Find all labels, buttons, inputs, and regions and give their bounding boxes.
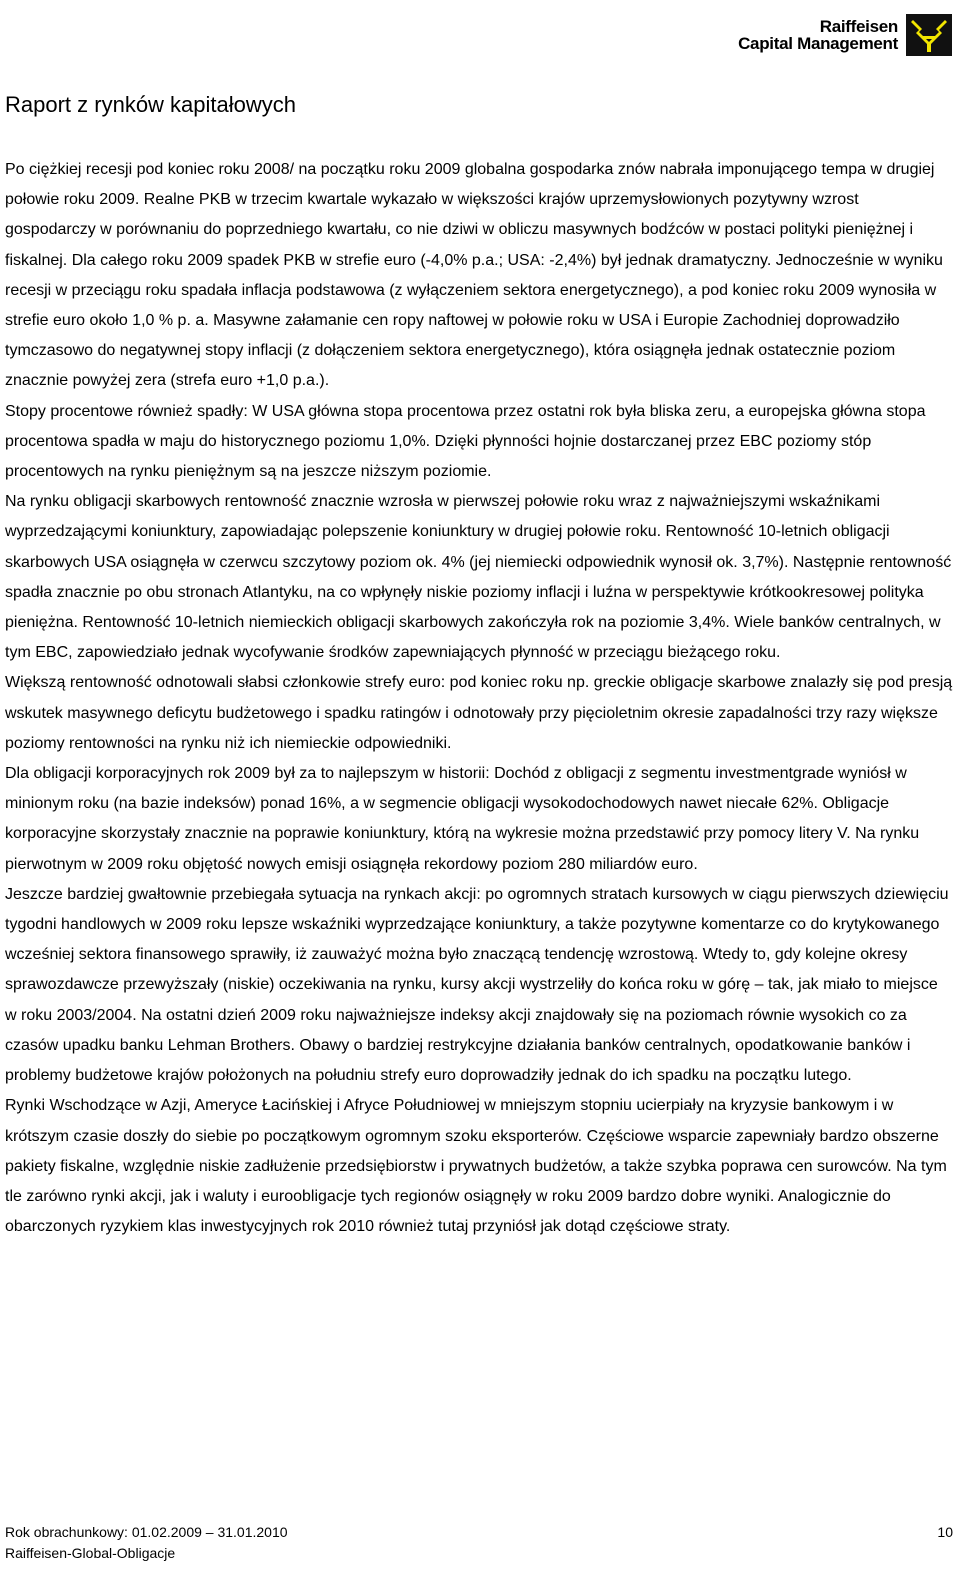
fiscal-year-label: Rok obrachunkowy: 01.02.2009 – 31.01.2010: [5, 1524, 288, 1540]
page-footer: [5, 1522, 953, 1564]
report-body: [5, 155, 953, 1242]
paragraph-equities: Jeszcze bardziej gwałtownie przebiegała sytuacja na rynkach akcji: po ogromnych stratach kursowych w ciągu pierwszych dziewięciu tygodni handlowych w 2009 roku lepsze wskaźniki wyprzedzające koniunktury, a także pozytywne komentarze co do krytykowanego wcześniej sektora finansowego sprawiły, iż zauważyć można było znaczącą tendencję wzrostową. Wtedy to, gdy kolejne okresy sprawozdawcze przewyższały (niskie) oczekiwania na rynku, kursy akcji wystrzeliły do końca roku w górę – tak, jak miało to miejsce w roku 2003/2004. Na ostatni dzień 2009 roku najważniejsze indeksy akcji znajdowały się na poziomach równie wysokich co za czasów upadku banku Lehman Brothers. Obawy o bardziej restrykcyjne działania banków centralnych, opodatkowanie banków i problemy budżetowe krajów położonych na południu strefy euro doprowadziły jednak do ich spadku na początku lutego.: [5, 885, 949, 1085]
raiffeisen-gable-cross-icon: [906, 14, 952, 56]
page-number: 10: [937, 1524, 953, 1540]
paragraph-corporate-bonds: Dla obligacji korporacyjnych rok 2009 był za to najlepszym w historii: Dochód z obligacji z segmentu investmentgrade wyniósł w minionym roku (na bazie indeksów) ponad 16%, a w segmencie obligacji wysokodochodowych nawet niecałe 62%. Obligacje korporacyjne skorzystały znacznie na poprawie koniunktury, którą na wykresie można przedstawić przy pomocy litery V. Na rynku pierwotnym w 2009 roku objętość nowych emisji osiągnęła rekordowy poziom 280 miliardów euro.: [5, 765, 920, 873]
paragraph-economy: Po ciężkiej recesji pod koniec roku 2008/ na początku roku 2009 globalna gospodarka znów nabrała imponującego tempa w drugiej połowie roku 2009. Realne PKB w trzecim kwartale wykazało w większości krajów uprzemysłowionych pozytywny wzrost gospodarczy w porównaniu do poprzedniego kwartału, co nie dziwi w obliczu masywnych bodźców w postaci polityki pieniężnej i fiskalnej. Dla całego roku 2009 spadek PKB w strefie euro (-4,0% p.a.; USA: -2,4%) był jednak dramatyczny. Jednocześnie w wyniku recesji w przeciągu roku spadała inflacja podstawowa (z wyłączeniem sektora energetycznego), a pod koniec roku 2009 wynosiła w strefie euro około 1,0 % p. a. Masywne załamanie cen ropy naftowej w połowie roku w USA i Europie Zachodniej doprowadziło tymczasowo do negatywnej stopy inflacji (z dołączeniem sektora energetycznego), która osiągnęła jednak ostatecznie poziom znacznie powyżej zera (strefa euro +1,0 p.a.).: [5, 161, 943, 390]
logo-wordmark: [738, 18, 898, 52]
paragraph-interest-rates: Stopy procentowe również spadły: W USA główna stopa procentowa przez ostatni rok była bliska zeru, a europejska główna stopa procentowa spadła w maju do historycznego poziomu 1,0%. Dzięki płynności hojnie dostarczanej przez EBC poziomy stóp procentowych na rynku pieniężnym są na jeszcze niższym poziomie.: [5, 402, 926, 481]
paragraph-eurozone-periphery: Większą rentowność odnotowali słabsi członkowie strefy euro: pod koniec roku np. greckie obligacje skarbowe znalazły się pod presją wskutek masywnego deficytu budżetowego i spadku ratingów i odnotowały przy pięcioletnim okresie zapadalności trzy razy większe poziomy rentowności na rynku niż ich niemieckie odpowiedniki.: [5, 674, 953, 752]
company-logo: [738, 14, 952, 56]
fund-name: Raiffeisen-Global-Obligacje: [5, 1545, 176, 1561]
paragraph-emerging-markets: Rynki Wschodzące w Azji, Ameryce Łacińskiej i Afryce Południowej w mniejszym stopniu ucierpiały na kryzysie bankowym i w krótszym czasie doszły do siebie po początkowym ogromnym szoku eksporterów. Częściowe wsparcie zapewniały bardzo obszerne pakiety fiskalne, względnie niskie zadłużenie przedsiębiorstw i prywatnych budżetów, a także szybka poprawa cen surowców. Na tym tle zarówno rynki akcji, jak i waluty i euroobligacje tych regionów osiągnęły w roku 2009 bardzo dobre wyniki. Analogicznie do obarczonych ryzykiem klas inwestycyjnych rok 2010 również tutaj przyniósł jak dotąd częściowe straty.: [5, 1097, 947, 1236]
logo-line-1: Raiffeisen: [819, 17, 898, 36]
logo-line-2: Capital Management: [738, 34, 898, 53]
paragraph-government-bonds: Na rynku obligacji skarbowych rentowność znacznie wzrosła w pierwszej połowie roku wraz z najważniejszymi wskaźnikami wyprzedzającymi koniunktury, zapowiadając polepszenie koniunktury w drugiej połowie roku. Rentowność 10-letnich obligacji skarbowych USA osiągnęła w czerwcu szczytowy poziom ok. 4% (jej niemiecki odpowiednik wynosił ok. 3,7%). Następnie rentowność spadła znacznie po obu stronach Atlantyku, na co wpłynęły niskie poziomy inflacji i luźna w perspektywie krótkookresowej polityka pieniężna. Rentowność 10-letnich niemieckich obligacji skarbowych zakończyła rok na poziomie 3,4%. Wiele banków centralnych, w tym EBC, zapowiedziało jednak wycofywanie środków zapewniających płynność w przeciągu bieżącego roku.: [5, 493, 952, 662]
page-title: Raport z rynków kapitałowych: [5, 92, 297, 117]
